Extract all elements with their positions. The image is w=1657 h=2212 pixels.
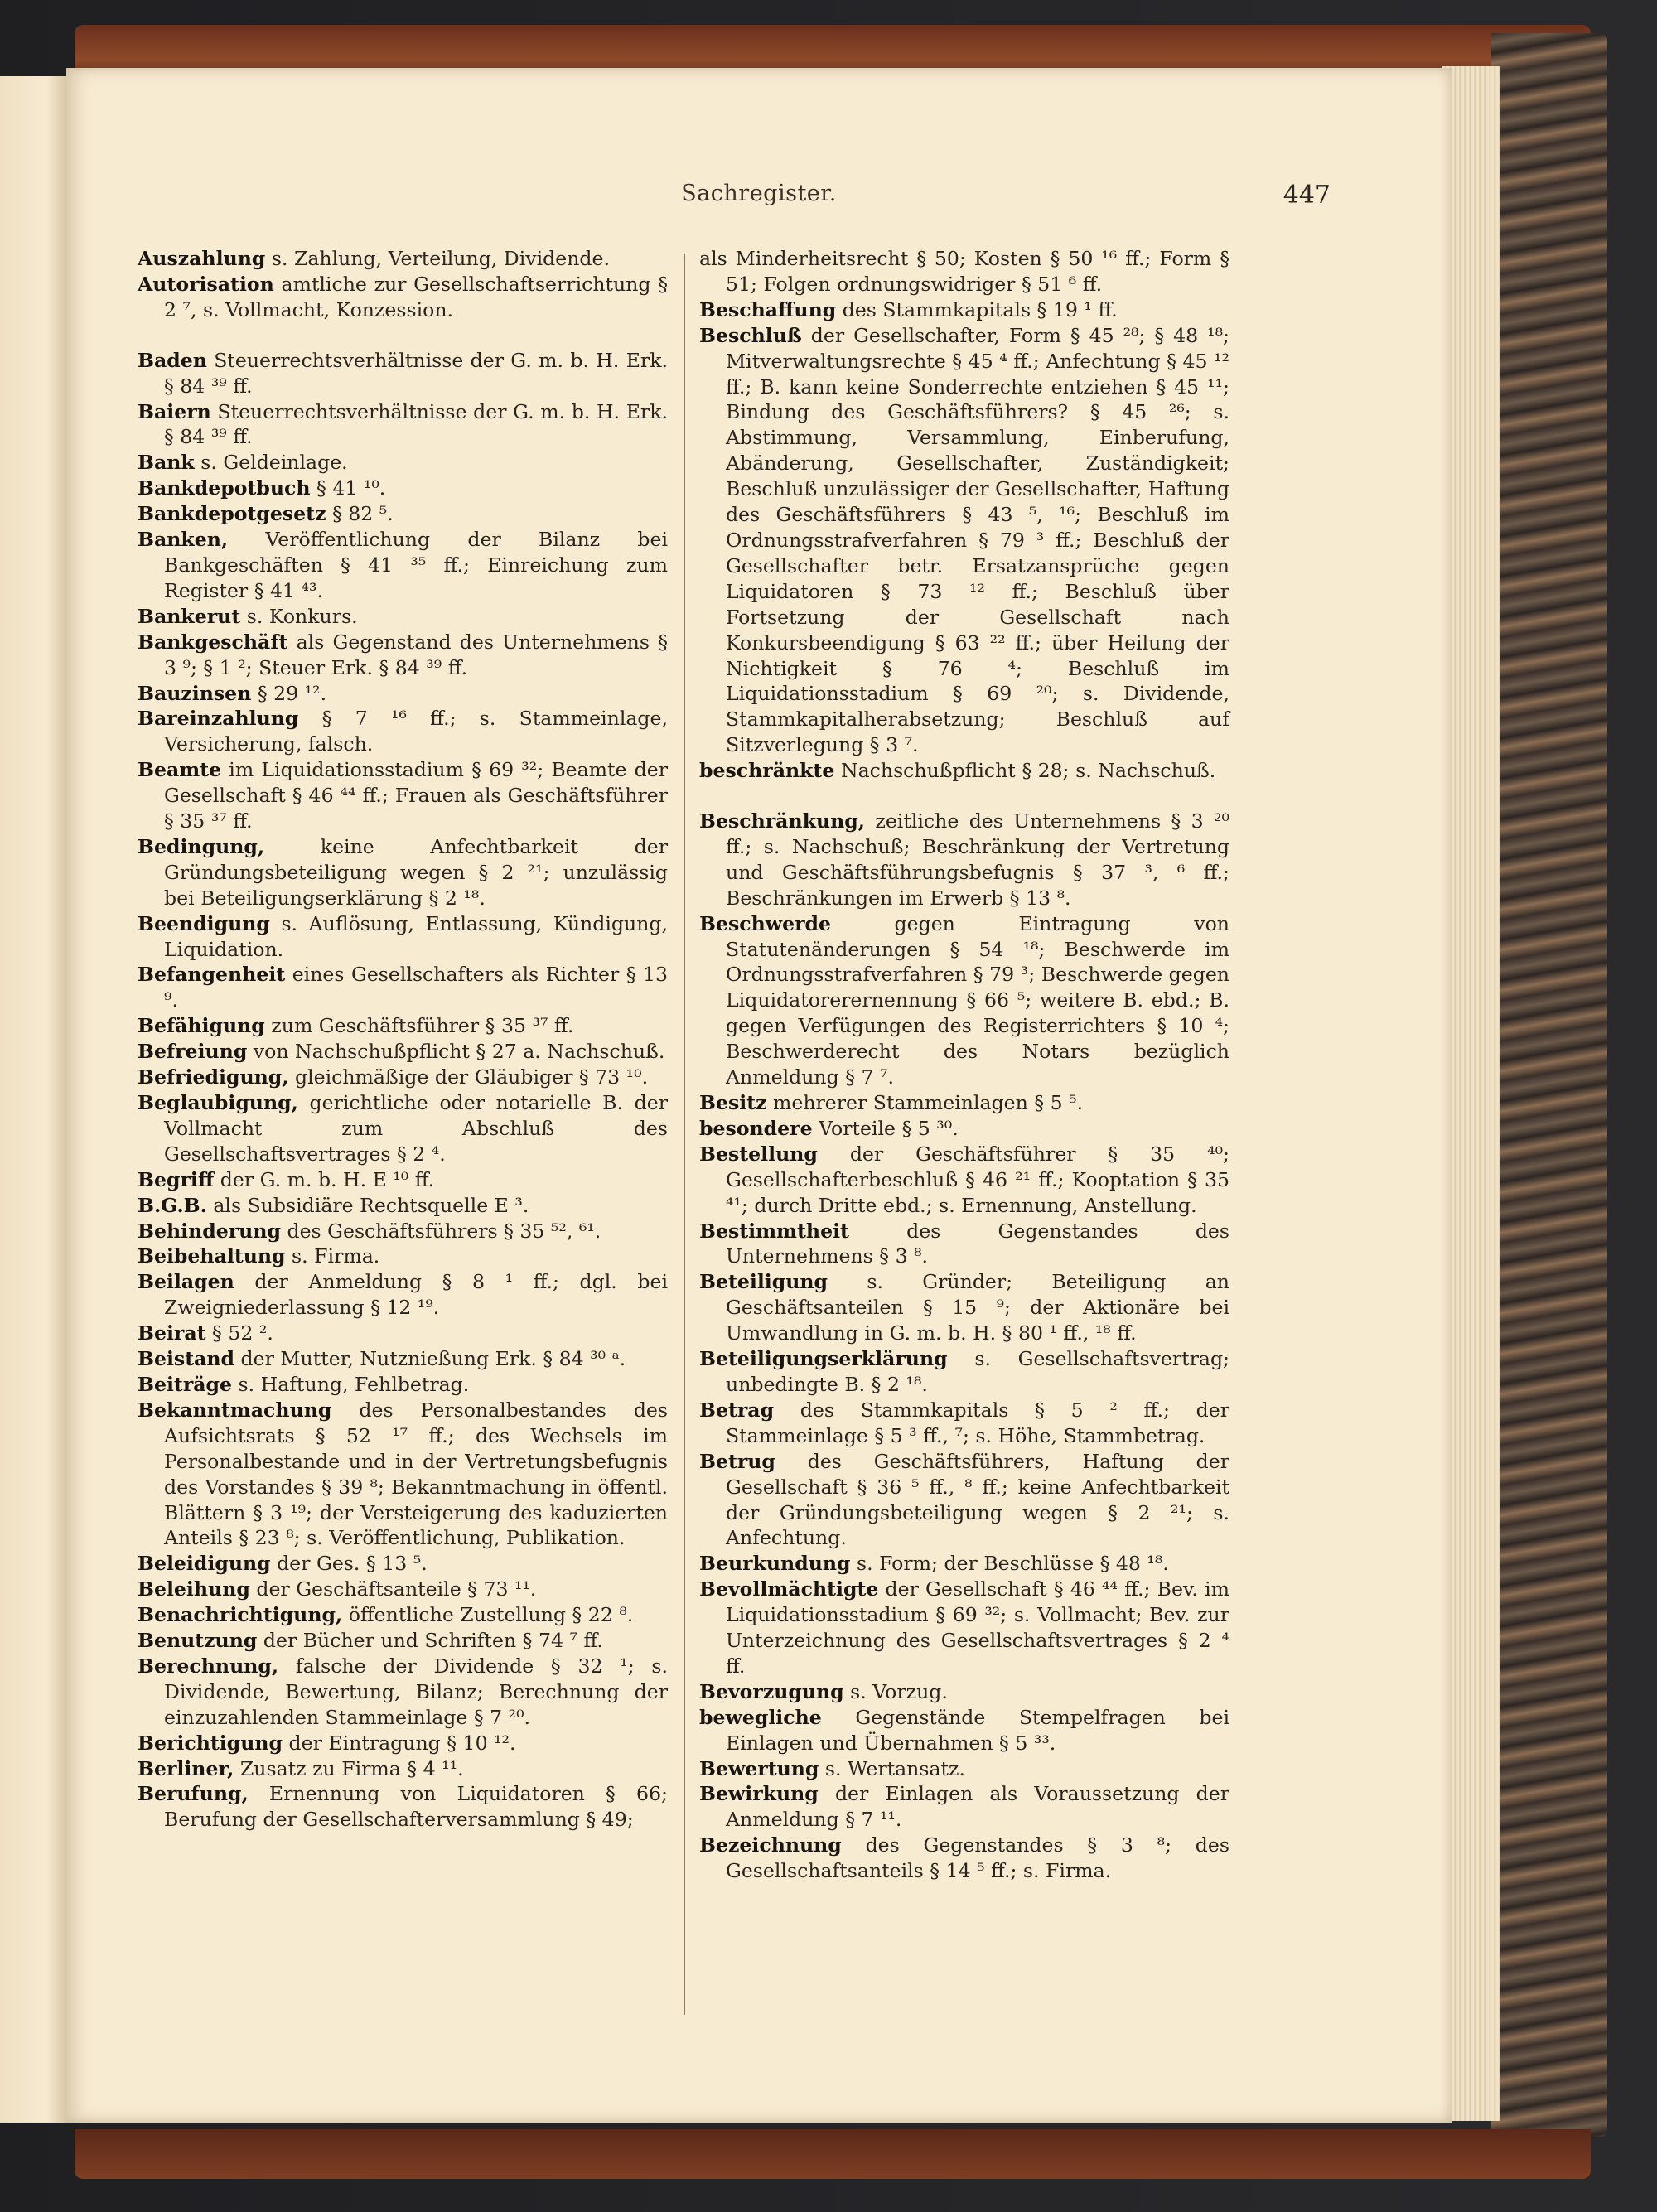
index-references: § 29 ¹². [251, 681, 327, 705]
index-keyword: Beglaubigung, [138, 1091, 298, 1114]
index-keyword: Bekanntmachung [138, 1398, 332, 1422]
index-entry [138, 1372, 668, 1398]
index-keyword: Bankerut [138, 604, 241, 628]
index-references: s. Gründer; Beteiligung an Geschäftsanteilen § 15 ⁹; der Aktionäre bei Umwandlung in G. m. b. H. § 80 ¹ ff., ¹⁸ ff. [726, 1270, 1229, 1345]
index-references: § 52 ². [205, 1321, 273, 1345]
index-keyword: Benutzung [138, 1629, 258, 1653]
index-keyword: Bezeichnung [699, 1833, 842, 1857]
index-entry [138, 1090, 668, 1167]
index-keyword: Bestellung [699, 1142, 818, 1166]
index-references: keine Anfechtbarkeit der Gründungsbeteiligung wegen § 2 ²¹; unzulässig bei Beteiligungserklärung § 2 ¹⁸. [164, 834, 668, 910]
index-entry [699, 1116, 1229, 1142]
index-keyword: Baden [138, 348, 207, 372]
index-references: zeitliche des Unternehmens § 3 ²⁰ ff.; s. Nachschuß; Beschränkung der Vertretung und Geschäftsführungsbefugnis § 37 ³, ⁶ ff.; Beschränkungen im Erwerb § 13 ⁸. [726, 809, 1229, 910]
index-references: des Stammkapitals § 5 ² ff.; der Stammeinlage § 5 ³ ff., ⁷; s. Höhe, Stammbetrag. [726, 1398, 1229, 1447]
index-references: s. Wertansatz. [819, 1756, 965, 1780]
index-entry [138, 911, 668, 963]
index-keyword: Berichtigung [138, 1731, 283, 1755]
index-references: des Geschäftsführers § 35 ⁵², ⁶¹. [280, 1219, 601, 1243]
index-references: s. Zahlung, Verteilung, Dividende. [265, 247, 610, 270]
index-references: der Gesellschaft § 46 ⁴⁴ ff.; Bev. im Liquidationsstadium § 69 ³²; s. Vollmacht; Bev. zur Unterzeichnung des Gesellschaftsvertrages § 2 ⁴ ff. [726, 1577, 1229, 1678]
index-references: amtliche zur Gesellschaftserrichtung § 2 ⁷, s. Vollmacht, Konzession. [164, 272, 668, 321]
index-keyword: B.G.B. [138, 1193, 207, 1217]
index-references: der Bücher und Schriften § 74 ⁷ ff. [257, 1629, 603, 1653]
index-entry [138, 399, 668, 451]
index-entry [699, 1142, 1229, 1219]
index-references: Zusatz zu Firma § 4 ¹¹. [234, 1756, 464, 1780]
index-entry [699, 1833, 1229, 1884]
index-references: der Geschäftsanteile § 73 ¹¹. [249, 1577, 537, 1601]
index-keyword: Beteiligung [699, 1270, 828, 1294]
index-keyword: Bestimmtheit [699, 1219, 849, 1243]
index-references: gleichmäßige der Gläubiger § 73 ¹⁰. [288, 1065, 649, 1089]
index-entry [699, 809, 1229, 911]
index-entry [699, 1577, 1229, 1679]
index-references: s. Haftung, Fehlbetrag. [232, 1372, 470, 1396]
index-entry [138, 962, 668, 1013]
index-keyword: Beistand [138, 1347, 235, 1371]
index-entry [138, 1219, 668, 1244]
index-keyword: Bank [138, 451, 195, 475]
index-references: s. Konkurs. [240, 604, 358, 628]
index-references: Gegenstände Stempelfragen bei Einlagen und Übernahmen § 5 ³³. [726, 1705, 1229, 1755]
index-keyword: Begriff [138, 1167, 215, 1191]
index-keyword: Bareinzahlung [138, 707, 299, 731]
index-keyword: Befreiung [138, 1040, 248, 1064]
index-keyword: Beirat [138, 1321, 206, 1345]
index-references: Veröffentlichung der Bilanz bei Bankgeschäften § 41 ³⁵ ff.; Einreichung zum Register § 41 ⁴³. [164, 528, 668, 602]
index-keyword: Beilagen [138, 1270, 234, 1294]
index-references: s. Auflösung, Entlassung, Kündigung, Liquidation. [164, 911, 668, 961]
index-entry [138, 1398, 668, 1551]
index-entry [138, 834, 668, 911]
index-references: im Liquidationsstadium § 69 ³²; Beamte der Gesellschaft § 46 ⁴⁴ ff.; Frauen als Geschäftsführer § 35 ³⁷ ff. [164, 758, 668, 833]
index-references: von Nachschußpflicht § 27 a. Nachschuß. [247, 1040, 665, 1064]
index-entry [138, 1346, 668, 1372]
index-column-left [138, 246, 668, 1833]
book-cover-bottom-edge [75, 2129, 1591, 2179]
index-references: des Gegenstandes § 3 ⁸; des Gesellschaftsanteils § 14 ⁵ ff.; s. Firma. [726, 1833, 1229, 1883]
index-keyword: Bevollmächtigte [699, 1577, 879, 1601]
index-entry [138, 1602, 668, 1628]
index-entry [138, 1628, 668, 1654]
index-keyword: Benachrichtigung, [138, 1603, 343, 1627]
index-entry [138, 757, 668, 834]
index-keyword: Beschaffung [699, 297, 837, 321]
index-keyword: beschränkte [699, 759, 835, 783]
index-entry [138, 1577, 668, 1602]
index-entry [138, 1167, 668, 1193]
index-entry [699, 246, 1229, 297]
index-keyword: Befriedigung, [138, 1065, 289, 1089]
index-references: der Gesellschafter, Form § 45 ²⁸; § 48 ¹⁸; Mitverwaltungsrechte § 45 ⁴ ff.; Anfechtung § 45 ¹² ff.; B. kann keine Sonderrechte entziehen § 45 ¹¹; Bindung des Geschäftsführers? § 45 ²⁶; s. Abstimmung, Versammlung, Einberufung, Abänderung, Gesellschafter, Zuständigkeit; Beschluß unzulässiger der Gesellschafter, Haftung des Geschäftsführers § 43 ⁵, ¹⁶; Beschluß im Ordnungsstrafverfahren § 79 ³ ff.; Beschluß der Gesellschafter betr. Ersatzansprüche gegen Liquidatoren § 73 ¹² ff.; Beschluß über Fortsetzung der Gesellschaft nach Konkursbeendigung § 63 ²² ff.; über Heilung der Nichtigkeit § 76 ⁴; Beschluß im Liquidationsstadium § 69 ²⁰; s. Dividende, Stammkapitalherabsetzung; Beschluß auf Sitzverlegung § 3 ⁷. [726, 323, 1229, 757]
marbled-cover-edge [1491, 33, 1607, 2137]
index-references: der Mutter, Nutznießung Erk. § 84 ³⁰ ᵃ. [234, 1347, 626, 1371]
index-keyword: Beschluß [699, 323, 802, 347]
index-entry [138, 1039, 668, 1065]
index-references: der Geschäftsführer § 35 ⁴⁰; Gesellschafterbeschluß § 46 ²¹ ff.; Kooptation § 35 ⁴¹; durch Dritte ebd.; s. Ernennung, Anstellung. [726, 1142, 1229, 1217]
index-entry [699, 1705, 1229, 1756]
index-references: falsche der Dividende § 32 ¹; s. Dividende, Bewertung, Bilanz; Berechnung der einzuzahlenden Stammeinlage § 7 ²⁰. [164, 1654, 668, 1729]
facing-page-edge [0, 76, 66, 2123]
index-entry [699, 1756, 1229, 1782]
index-entry [699, 1269, 1229, 1346]
index-entry [138, 604, 668, 630]
index-references: gerichtliche oder notarielle B. der Vollmacht zum Abschluß des Gesellschaftsvertrages § 2 ⁴. [164, 1091, 668, 1166]
index-entry [138, 1065, 668, 1090]
index-entry [699, 1219, 1229, 1270]
running-head [66, 181, 1452, 214]
index-entry [138, 630, 668, 681]
page-number: 447 [1283, 181, 1331, 210]
index-entry [138, 1269, 668, 1321]
index-keyword: Bankdepotgesetz [138, 502, 326, 526]
index-references: eines Gesellschafters als Richter § 13 ⁹. [164, 963, 668, 1012]
index-entry [138, 1654, 668, 1731]
index-references: zum Geschäftsführer § 35 ³⁷ ff. [264, 1014, 574, 1038]
index-keyword: Beleihung [138, 1577, 250, 1601]
index-keyword: Bewirkung [699, 1782, 819, 1806]
index-references: § 82 ⁵. [326, 502, 394, 526]
index-references: s. Vorzug. [843, 1679, 948, 1703]
index-keyword: Betrag [699, 1398, 775, 1422]
index-references: Steuerrechtsverhältnisse der G. m. b. H. Erk. § 84 ³⁹ ff. [164, 399, 668, 449]
index-keyword: Behinderung [138, 1219, 281, 1243]
index-entry [138, 501, 668, 527]
index-references: Vorteile § 5 ³⁰. [812, 1116, 959, 1140]
book-page [66, 68, 1452, 2123]
index-keyword: Beleidigung [138, 1552, 271, 1576]
index-keyword: Auszahlung [138, 247, 266, 270]
index-entry [138, 706, 668, 757]
index-references: als Minderheitsrecht § 50; Kosten § 50 ¹⁶ ff.; Form § 51; Folgen ordnungswidriger § 51 ⁶ ff. [699, 247, 1229, 296]
index-keyword: bewegliche [699, 1705, 822, 1729]
index-keyword: besondere [699, 1116, 813, 1140]
index-references: s. Form; der Beschlüsse § 48 ¹⁸. [850, 1552, 1169, 1576]
index-keyword: Bedingung, [138, 834, 265, 858]
index-entry [138, 348, 668, 399]
index-references: Steuerrechtsverhältnisse der G. m. b. H. Erk. § 84 ³⁹ ff. [164, 348, 668, 398]
index-keyword: Beibehaltung [138, 1244, 286, 1268]
index-keyword: Beiträge [138, 1372, 233, 1396]
index-entry [138, 527, 668, 604]
index-keyword: Beschwerde [699, 911, 832, 935]
index-keyword: Bauzinsen [138, 681, 252, 705]
index-keyword: Berliner, [138, 1756, 234, 1780]
index-entry [138, 450, 668, 476]
index-keyword: Befähigung [138, 1014, 265, 1038]
index-entry [138, 1321, 668, 1346]
index-entry [699, 1449, 1229, 1552]
index-entry [138, 246, 668, 272]
index-keyword: Befangenheit [138, 963, 286, 987]
index-entry [138, 1756, 668, 1782]
index-entry [699, 1781, 1229, 1833]
index-entry [138, 1013, 668, 1039]
index-references: § 41 ¹⁰. [310, 476, 386, 500]
index-references: mehrerer Stammeinlagen § 5 ⁵. [766, 1091, 1084, 1114]
index-entry [699, 1679, 1229, 1705]
index-column-right [699, 246, 1229, 1884]
index-references: als Gegenstand des Unternehmens § 3 ⁹; § 1 ²; Steuer Erk. § 84 ³⁹ ff. [164, 630, 668, 679]
index-entry [138, 1551, 668, 1577]
index-keyword: Beschränkung, [699, 809, 865, 833]
index-keyword: Banken, [138, 528, 229, 552]
index-entry [138, 476, 668, 501]
index-references: der Ges. § 13 ⁵. [270, 1552, 428, 1576]
index-entry [138, 1731, 668, 1756]
index-references: des Personalbestandes des Aufsichtsrats § 52 ¹⁷ ff.; des Wechsels im Personalbestande und in der Vertretungsbefugnis des Vorstandes § 39 ⁸; Bekanntmachung in öffentl. Blättern § 3 ¹⁹; der Versteigerung des kaduzierten Anteils § 23 ⁸; s. Veröffentlichung, Publikation. [164, 1398, 668, 1550]
index-keyword: Betrug [699, 1449, 775, 1473]
index-keyword: Bevorzugung [699, 1679, 844, 1703]
index-entry [699, 1346, 1229, 1398]
index-keyword: Autorisation [138, 272, 274, 296]
index-references: § 7 ¹⁶ ff.; s. Stammeinlage, Versicherung, falsch. [164, 707, 668, 756]
index-entry [699, 1090, 1229, 1116]
index-keyword: Beurkundung [699, 1552, 851, 1576]
index-entry [699, 758, 1229, 784]
index-references: der G. m. b. H. E ¹⁰ ff. [214, 1167, 435, 1191]
column-divider [684, 254, 685, 2015]
index-keyword: Bankgeschäft [138, 630, 288, 654]
index-references: als Subsidiäre Rechtsquelle E ³. [206, 1193, 529, 1217]
index-entry [138, 1193, 668, 1219]
index-references: der Anmeldung § 8 ¹ ff.; dgl. bei Zweigniederlassung § 12 ¹⁹. [164, 1270, 668, 1320]
index-entry [138, 272, 668, 323]
running-title: Sachregister. [681, 181, 837, 206]
index-references: Ernennung von Liquidatoren § 66; Berufung der Gesellschafterversammlung § 49; [164, 1782, 668, 1832]
index-references: Nachschußpflicht § 28; s. Nachschuß. [834, 759, 1216, 783]
index-references: s. Gesellschaftsvertrag; unbedingte B. § 2 ¹⁸. [726, 1347, 1229, 1396]
index-references: des Stammkapitals § 19 ¹ ff. [836, 297, 1118, 321]
index-keyword: Baiern [138, 399, 211, 423]
index-keyword: Berechnung, [138, 1654, 279, 1678]
index-references: der Eintragung § 10 ¹². [283, 1731, 516, 1755]
index-keyword: Bewertung [699, 1756, 819, 1780]
index-references: s. Firma. [285, 1244, 380, 1268]
index-entry [699, 297, 1229, 323]
index-keyword: Berufung, [138, 1782, 249, 1806]
index-references: des Geschäftsführers, Haftung der Gesellschaft § 36 ⁵ ff., ⁸ ff.; keine Anfechtbarkeit der Gründungsbeteiligung wegen § 2 ²¹; s. Anfechtung. [726, 1449, 1229, 1550]
index-references: des Gegenstandes des Unternehmens § 3 ⁸. [726, 1219, 1229, 1268]
index-keyword: Beendigung [138, 911, 270, 935]
index-entry [138, 1244, 668, 1269]
index-entry [699, 1398, 1229, 1449]
index-references: gegen Eintragung von Statutenänderungen § 54 ¹⁸; Beschwerde im Ordnungsstrafverfahren § 79 ³; Beschwerde gegen Liquidatorerernennung § 66 ⁵; weitere B. ebd.; B. gegen Verfügungen des Registerrichters § 10 ⁴; Beschwerderecht des Notars bezüglich Anmeldung § 7 ⁷. [726, 911, 1229, 1089]
index-entry [138, 1781, 668, 1833]
index-entry [699, 1551, 1229, 1577]
index-keyword: Bankdepotbuch [138, 476, 311, 500]
index-entry [699, 323, 1229, 758]
index-references: der Einlagen als Voraussetzung der Anmeldung § 7 ¹¹. [726, 1782, 1229, 1832]
index-keyword: Besitz [699, 1091, 767, 1114]
index-references: öffentliche Zustellung § 22 ⁸. [342, 1603, 634, 1627]
index-keyword: Beamte [138, 758, 222, 782]
index-references: s. Geldeinlage. [194, 451, 348, 475]
index-keyword: Beteiligungserklärung [699, 1347, 948, 1371]
index-entry [138, 681, 668, 707]
index-entry [699, 911, 1229, 1090]
